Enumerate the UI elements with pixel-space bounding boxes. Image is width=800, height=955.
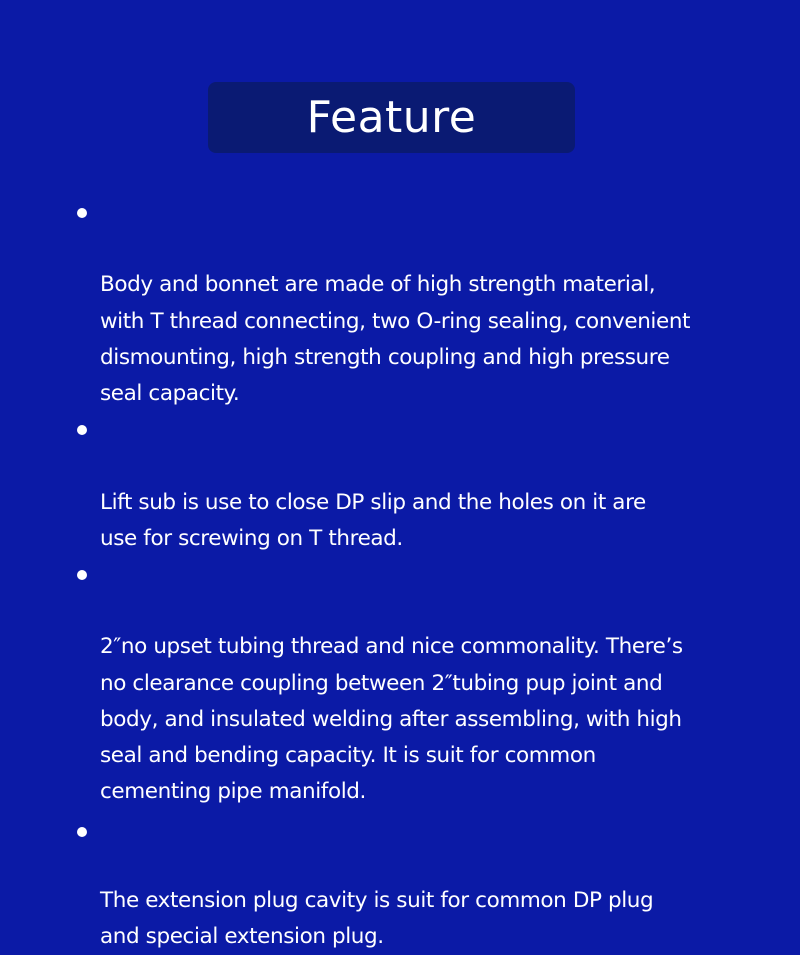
bullet-icon (77, 425, 87, 435)
feature-list (100, 195, 760, 955)
bullet-icon (77, 570, 87, 580)
feature-item (100, 412, 760, 557)
feature-item (100, 557, 760, 810)
feature-item (100, 195, 760, 412)
bullet-icon (77, 208, 87, 218)
feature-item (100, 810, 760, 955)
page-title: Feature (306, 91, 477, 143)
feature-text: 2″no upset tubing thread and nice commonality. There’s no clearance coupling between 2″tubing pup joint and body, and insulated welding after assembling, with high seal and bending capacity. It is suit for common cementing pipe manifold. (100, 634, 683, 805)
feature-text: Body and bonnet are made of high strength material, with T thread connecting, two O-ring sealing, convenient dismounting, high strength coupling and high pressure seal capacity. (100, 272, 691, 407)
feature-text: Lift sub is use to close DP slip and the holes on it are use for screwing on T thread. (100, 489, 646, 551)
bullet-icon (77, 827, 87, 837)
title-banner (208, 82, 575, 153)
feature-text: The extension plug cavity is suit for common DP plug and special extension plug. (100, 887, 654, 950)
